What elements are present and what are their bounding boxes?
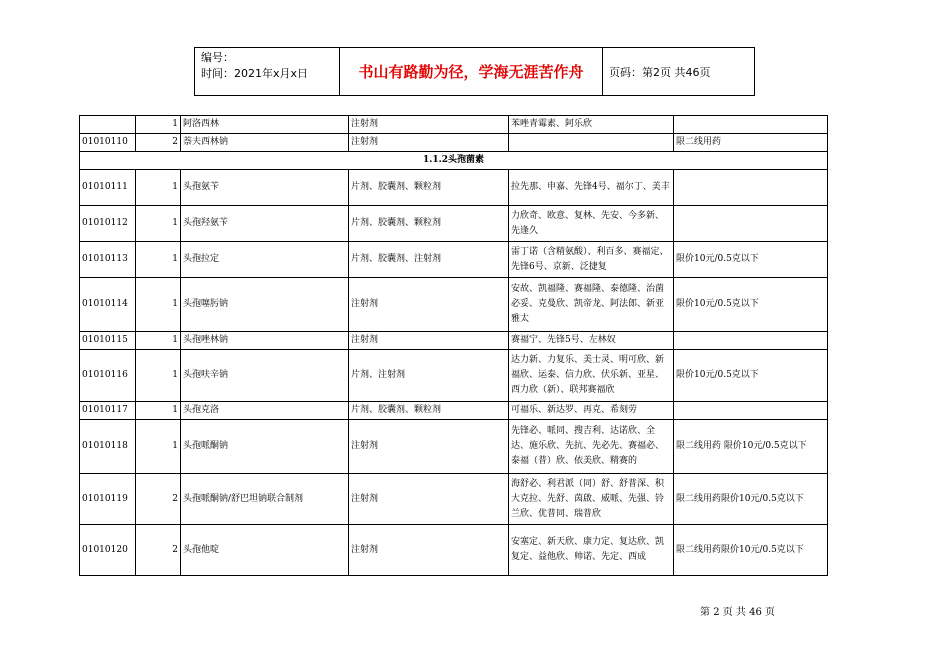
note-cell (674, 402, 828, 420)
note-cell: 限二线用药限价10元/0.5克以下 (674, 474, 828, 525)
brand-names-cell: 赛福宁、先锋5号、左林奴 (509, 332, 674, 350)
code-cell: 01010114 (80, 278, 136, 332)
seq-cell: 1 (136, 332, 181, 350)
drug-name-cell: 头孢拉定 (181, 242, 349, 278)
drug-name-cell: 阿洛西林 (181, 116, 349, 134)
brand-names-cell: 安塞定、新天欣、康力定、复达欣、凯复定、益他欣、帅诺、先定、西成 (509, 525, 674, 576)
dosage-form-cell: 注射剂 (349, 278, 509, 332)
brand-names-cell: 先锋必、哌同、搜吉利、达诺欣、全达、施乐欣、先抗、先必先、赛福必、泰福（普）欣、依美欣、精赛的 (509, 420, 674, 474)
drug-name-cell: 头孢呋辛钠 (181, 350, 349, 402)
table-row (80, 170, 828, 206)
dosage-form-cell: 注射剂 (349, 420, 509, 474)
code-cell: 01010118 (80, 420, 136, 474)
code-cell: 01010113 (80, 242, 136, 278)
page-footer: 第 2 页 共 46 页 (700, 607, 775, 618)
brand-names-cell (509, 134, 674, 152)
code-cell: 01010117 (80, 402, 136, 420)
table-row (80, 474, 828, 525)
drug-name-cell: 头孢噻肟钠 (181, 278, 349, 332)
dosage-form-cell: 片剂、胶囊剂、颗粒剂 (349, 170, 509, 206)
seq-cell: 2 (136, 474, 181, 525)
seq-cell: 1 (136, 242, 181, 278)
table-row (80, 420, 828, 474)
dosage-form-cell: 注射剂 (349, 116, 509, 134)
dosage-form-cell: 注射剂 (349, 332, 509, 350)
section-row (80, 152, 828, 170)
code-cell: 01010112 (80, 206, 136, 242)
code-cell: 01010115 (80, 332, 136, 350)
drug-name-cell: 头孢哌酮钠 (181, 420, 349, 474)
seq-cell: 2 (136, 134, 181, 152)
drug-name-cell: 萘夫西林钠 (181, 134, 349, 152)
brand-names-cell: 安故、凯福隆、赛福隆、泰德隆、治菌必妥、克曼欣、凯帝龙、阿法郎、新亚雅太 (509, 278, 674, 332)
note-cell: 限二线用药 (674, 134, 828, 152)
dosage-form-cell: 注射剂 (349, 525, 509, 576)
dosage-form-cell: 注射剂 (349, 474, 509, 525)
seq-cell: 1 (136, 278, 181, 332)
code-cell: 01010111 (80, 170, 136, 206)
dosage-form-cell: 片剂、注射剂 (349, 350, 509, 402)
drug-name-cell: 头孢克洛 (181, 402, 349, 420)
dosage-form-cell: 注射剂 (349, 134, 509, 152)
seq-cell: 1 (136, 420, 181, 474)
note-cell (674, 206, 828, 242)
code-cell: 01010119 (80, 474, 136, 525)
table-row (80, 332, 828, 350)
document-header (194, 47, 755, 96)
table-row (80, 350, 828, 402)
note-cell: 限二线用药 限价10元/0.5克以下 (674, 420, 828, 474)
drug-table (79, 115, 828, 576)
table-row (80, 278, 828, 332)
number-label: 编号： (201, 51, 234, 64)
brand-names-cell: 达力新、力复乐、美士灵、明可欣、新福欣、运泰、信力欣、伏乐新、亚星、西力欣（新）、联邦赛福欣 (509, 350, 674, 402)
code-cell: 01010120 (80, 525, 136, 576)
brand-names-cell: 力欣奇、欧意、复林、先安、今多新、先逢久 (509, 206, 674, 242)
table-row (80, 242, 828, 278)
motto: 书山有路勤为径，学海无涯苦作舟 (340, 48, 603, 95)
table-row (80, 525, 828, 576)
seq-cell: 2 (136, 525, 181, 576)
note-cell (674, 332, 828, 350)
table-row (80, 116, 828, 134)
seq-cell: 1 (136, 170, 181, 206)
time-label: 时间：2021年x月x日 (201, 67, 309, 80)
code-cell (80, 116, 136, 134)
note-cell: 限价10元/0.5克以下 (674, 350, 828, 402)
note-cell: 限价10元/0.5克以下 (674, 278, 828, 332)
code-cell: 01010110 (80, 134, 136, 152)
note-cell (674, 116, 828, 134)
drug-name-cell: 头孢氨苄 (181, 170, 349, 206)
table-row (80, 206, 828, 242)
table-row (80, 402, 828, 420)
brand-names-cell: 可福乐、新达罗、再克、希刻劳 (509, 402, 674, 420)
seq-cell: 1 (136, 116, 181, 134)
header-meta (195, 48, 340, 95)
dosage-form-cell: 片剂、胶囊剂、颗粒剂 (349, 206, 509, 242)
section-title: 1.1.2头孢菌素 (80, 152, 828, 170)
page-label: 页码：第2页 共46页 (609, 65, 711, 79)
note-cell: 限二线用药限价10元/0.5克以下 (674, 525, 828, 576)
seq-cell: 1 (136, 402, 181, 420)
note-cell (674, 170, 828, 206)
drug-name-cell: 头孢哌酮钠/舒巴坦钠联合制剂 (181, 474, 349, 525)
drug-name-cell: 头孢唑林钠 (181, 332, 349, 350)
dosage-form-cell: 片剂、胶囊剂、注射剂 (349, 242, 509, 278)
brand-names-cell: 雷丁诺（含精氨酸）、利百多、赛福定、先锋6号、京新、泛捷复 (509, 242, 674, 278)
code-cell: 01010116 (80, 350, 136, 402)
drug-name-cell: 头孢羟氨苄 (181, 206, 349, 242)
brand-names-cell: 海舒必、利君派（同）舒、舒普深、积大克拉、先舒、茵啟、威哌、先强、铃兰欣、优普同、瑞普欣 (509, 474, 674, 525)
drug-name-cell: 头孢他啶 (181, 525, 349, 576)
note-cell: 限价10元/0.5克以下 (674, 242, 828, 278)
dosage-form-cell: 片剂、胶囊剂、颗粒剂 (349, 402, 509, 420)
seq-cell: 1 (136, 350, 181, 402)
brand-names-cell: 拉先那、申嘉、先锋4号、福尔丁、美丰 (509, 170, 674, 206)
seq-cell: 1 (136, 206, 181, 242)
table-row (80, 134, 828, 152)
brand-names-cell: 苯唑青霉素、阿乐欣 (509, 116, 674, 134)
